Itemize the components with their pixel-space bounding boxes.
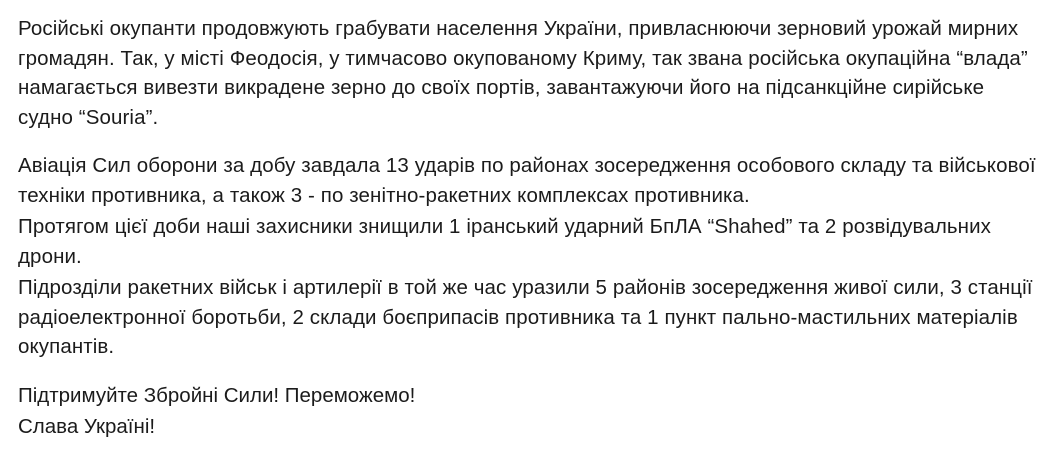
closing-line-glory: Слава Україні! <box>18 415 156 439</box>
closing-block <box>18 381 1042 442</box>
paragraph-artillery-units: Підрозділи ракетних військ і артилерії в той же час уразили 5 районів зосередження живої сили, 3 станції радіоелектронної боротьби, 2 склади боєприпасів противника та 1 пункт пально-мастильних матеріалів окупантів. <box>18 276 1033 359</box>
paragraph-grain-theft: Російські окупанти продовжують грабувати населення України, привласнюючи зерновий урожай мирних громадян. Так, у місті Феодосія, у тимчасово окупованому Криму, так звана російська окупаційна “влада” намагається вивезти викрадене зерно до своїх портів, завантажуючи його на підсанкційне сирійське судно “Souria”. <box>18 17 1028 129</box>
closing-gap <box>18 362 1042 381</box>
closing-line-support: Підтримуйте Збройні Сили! Переможемо! <box>18 383 416 407</box>
paragraph-drones-destroyed: Протягом цієї доби наші захисники знищили 1 іранський ударний БпЛА “Shahed” та 2 розвідувальних дрони. <box>18 215 991 268</box>
paragraph-aviation-strikes: Авіація Сил оборони за добу завдала 13 ударів по районах зосередження особового складу та військової техніки противника, а також 3 - по зенітно-ракетних комплексах противника. <box>18 154 1036 207</box>
